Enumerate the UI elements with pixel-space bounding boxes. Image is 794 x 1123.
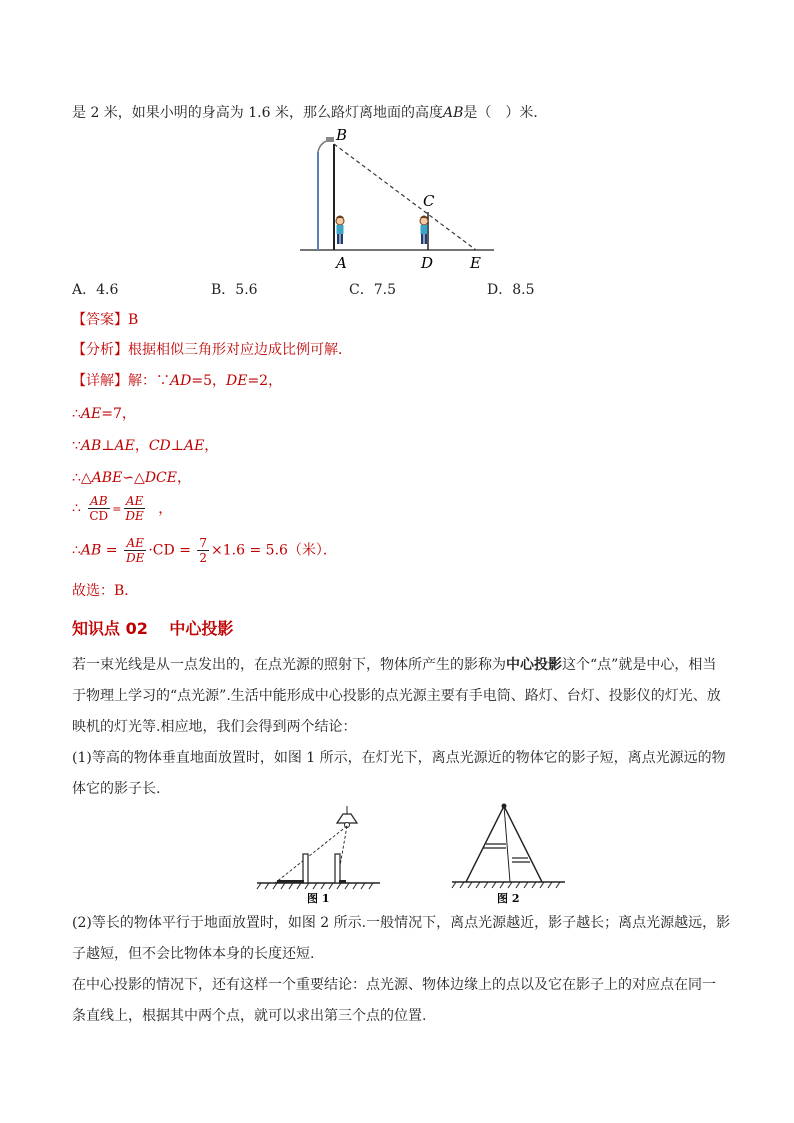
shadow-2 bbox=[339, 880, 346, 883]
detail-line-3 bbox=[72, 436, 218, 456]
ray-right bbox=[504, 806, 542, 882]
para-text: 这个“点”就是中心，相当 bbox=[562, 657, 717, 673]
detail-var: CD bbox=[148, 438, 171, 454]
option-c: C．7.5 bbox=[349, 282, 396, 298]
detail-text: ⊥ bbox=[170, 438, 184, 454]
object-1 bbox=[303, 854, 308, 883]
fraction-den: DE bbox=[125, 509, 144, 523]
object-2 bbox=[335, 854, 340, 883]
shadow-1 bbox=[277, 880, 304, 883]
fraction-num: AE bbox=[125, 494, 144, 508]
figure-1-caption: 图 1 bbox=[307, 892, 330, 905]
detail-text: ⊥ bbox=[101, 438, 115, 454]
para1-line-2: 于物理上学习的“点光源”.生活中能形成中心投影的点光源主要有手电筒、路灯、台灯、投影仪的灯光、放 bbox=[72, 688, 721, 704]
analysis-text: 根据相似三角形对应边成比例可解． bbox=[128, 342, 352, 358]
para4-line-1: 在中心投影的情况下，还有这样一个重要结论：点光源、物体边缘上的点以及它在影子上的对应点在同一 bbox=[72, 977, 716, 993]
detail-text: ， bbox=[158, 500, 173, 517]
detail-line-2 bbox=[72, 404, 136, 424]
detail-line-5 bbox=[72, 494, 172, 523]
detail-text: = bbox=[101, 542, 122, 559]
fraction bbox=[123, 494, 145, 523]
light-ray bbox=[334, 144, 476, 250]
fraction-den: CD bbox=[89, 509, 109, 523]
fraction-num: AB bbox=[90, 494, 108, 508]
detail-text: ∴ bbox=[72, 500, 81, 517]
lamp-head bbox=[326, 137, 334, 142]
detail-text: =2， bbox=[247, 373, 283, 389]
fraction bbox=[87, 494, 110, 523]
fraction-num: 7 bbox=[199, 536, 208, 550]
detail-var: AB bbox=[80, 438, 102, 454]
label-b: B bbox=[336, 126, 348, 144]
fraction-den: DE bbox=[125, 551, 145, 565]
detail-var: DCE bbox=[144, 470, 177, 486]
option-d: D．8.5 bbox=[487, 282, 535, 298]
lamp-icon bbox=[337, 814, 357, 823]
option-b: B．5.6 bbox=[211, 282, 258, 298]
figure-1 bbox=[255, 806, 385, 906]
analysis-line bbox=[72, 340, 352, 360]
section-title: 知识点 02 中心投影 bbox=[72, 619, 234, 638]
para2-line-2: 体它的影子长. bbox=[72, 781, 161, 797]
detail-line-6 bbox=[72, 536, 337, 565]
detail-text: =7， bbox=[101, 406, 136, 422]
detail-text: ∽△ bbox=[122, 470, 145, 486]
para-text: 若一束光线是从一点发出的，在点光源的照射下，物体所产生的影称为 bbox=[72, 657, 506, 673]
label-d: D bbox=[421, 254, 434, 272]
detail-text: 解：∵ bbox=[128, 373, 170, 389]
option-a: A．4.6 bbox=[72, 282, 119, 298]
detail-text: ·CD bbox=[148, 542, 175, 559]
fraction bbox=[124, 536, 146, 565]
detail-text: ×1.6 = 5.6（米）． bbox=[211, 542, 337, 559]
person-icon bbox=[336, 216, 344, 245]
streetlight-figure bbox=[300, 124, 500, 274]
para1-line-3: 映机的灯光等.相应地，我们会得到两个结论： bbox=[72, 719, 357, 735]
detail-text: ∴ bbox=[72, 406, 81, 422]
detail-text: = bbox=[174, 542, 196, 559]
detail-text: =5， bbox=[191, 373, 226, 389]
detail-var: DE bbox=[225, 373, 248, 389]
question-ab: AB bbox=[442, 105, 464, 121]
detail-var: AE bbox=[183, 438, 205, 454]
fraction bbox=[197, 536, 209, 565]
answer-value: B bbox=[128, 312, 139, 328]
para2-line-1: (1)等高的物体垂直地面放置时，如图 1 所示，在灯光下，离点光源近的物体它的影子短，离点光源远的物 bbox=[72, 750, 726, 766]
figure-2-caption: 图 2 bbox=[497, 892, 520, 905]
para3-line-1: (2)等长的物体平行于地面放置时，如图 2 所示.一般情况下，离点光源越近，影子越长；离点光源越远，影 bbox=[72, 915, 731, 931]
ground-hatch bbox=[257, 883, 373, 889]
person-icon bbox=[420, 216, 428, 245]
detail-label: 【详解】 bbox=[72, 373, 128, 389]
detail-text: ∴△ bbox=[72, 470, 92, 486]
ground-hatch bbox=[452, 882, 560, 888]
detail-var: AE bbox=[80, 406, 102, 422]
detail-line-1 bbox=[72, 371, 282, 391]
fraction-num: AE bbox=[126, 536, 144, 550]
detail-line-4 bbox=[72, 468, 191, 488]
detail-var: ABE bbox=[91, 470, 123, 486]
detail-text: ∵ bbox=[72, 438, 81, 454]
fraction-den: 2 bbox=[199, 551, 208, 565]
question-intro bbox=[72, 103, 547, 123]
question-intro-text: 是 2 米，如果小明的身高为 1.6 米，那么路灯离地面的高度 bbox=[72, 105, 443, 121]
answer-label: 【答案】 bbox=[72, 312, 128, 328]
detail-text: ∴ bbox=[72, 542, 81, 559]
para3-line-2: 子越短，但不会比物体本身的长度还短. bbox=[72, 946, 315, 962]
detail-text: ， bbox=[134, 438, 149, 454]
question-intro-end: 是（ ）米． bbox=[463, 105, 548, 121]
detail-text: ， bbox=[176, 470, 191, 486]
label-e: E bbox=[470, 254, 481, 272]
detail-var: AB bbox=[80, 542, 102, 559]
detail-conclusion: 故选：B． bbox=[72, 583, 139, 599]
analysis-label: 【分析】 bbox=[72, 342, 128, 358]
para1-line-1 bbox=[72, 655, 716, 675]
detail-var: AD bbox=[170, 373, 192, 389]
answer-line bbox=[72, 310, 138, 330]
label-a: A bbox=[336, 254, 347, 272]
detail-text: = bbox=[112, 502, 122, 516]
para-bold: 中心投影 bbox=[506, 657, 562, 673]
detail-text: ， bbox=[204, 438, 219, 454]
figure-2 bbox=[450, 800, 570, 906]
para4-line-2: 条直线上，根据其中两个点，就可以求出第三个点的位置. bbox=[72, 1008, 427, 1024]
label-c: C bbox=[423, 192, 435, 210]
detail-var: AE bbox=[114, 438, 135, 454]
